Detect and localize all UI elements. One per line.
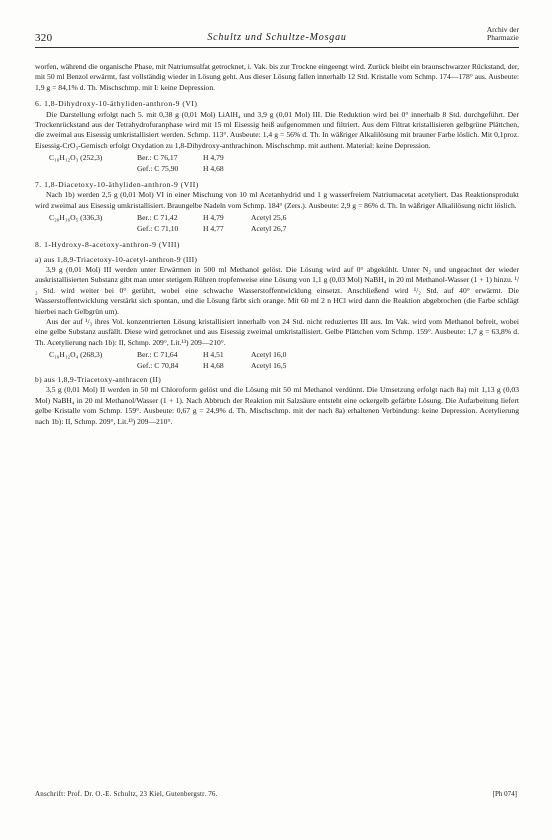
found-carbon: Gef.: C 71,10 — [137, 223, 179, 233]
page-number: 320 — [35, 32, 53, 44]
subsection-heading-8a: a) aus 1,8,9-Triacetoxy-10-acetyl-anthron-9 (III) — [35, 254, 198, 264]
paragraph-section-6: Die Darstellung erfolgt nach 5. mit 0,38 g (0,01 Mol) LiAlH₄ und 3,9 g (0,01 Mol) III. Die Reduktion wird bei 0° innerhalb 8 Std. durchgeführt. Der Trockenrückstand aus der Tetrahydrofuranphase wird mit 15 ml Eisessig heiß aufgenommen und filtriert. Aus dem Filtrat kristallisieren gelbgrüne Plättchen, die zweimal aus Eisessig umkristallisiert werden. Schmp. 113°. Ausbeute: 1,4 g = 56% d. Th. In wäßriger Alkalilösung mit brauner Farbe löslich. Mit 0,1proz. Eisessig-CrO₃-Gemisch erfolgt Oxydation zu 1,8-Dihydroxy-anthrachinon. Mischschmp. mit authent. Material: keine Depression. — [35, 109, 519, 150]
author-address: Anschrift: Prof. Dr. O.-E. Schultz, 23 Kiel, Gutenbergstr. 76. — [35, 790, 218, 798]
paragraph-continuation: worfen, während die organische Phase, mit Natriumsulfat getrocknet, i. Vak. bis zur Trockne eingeengt wird. Zurück bleibt ein braunschwarzer Rückstand, der, mit 50 ml Benzol erwärmt, fast vollständig wieder in Lösung geht. Aus dieser Lösung fallen innerhalb 12 Std. Kristalle vom Schmp. 174—178° aus. Ausbeute: 1,9 g = 84,1% d. Th. Mischschmp. mit I: keine Depression. — [35, 62, 519, 92]
elemental-analysis-viii — [49, 350, 321, 371]
found-hydrogen: H 4,77 — [203, 223, 224, 233]
molecular-formula: C₁₆H₁₂O₃ (252,3) — [49, 153, 103, 163]
section-heading-7: 7. 1,8-Diacetoxy-10-äthyliden-anthron-9 (VII) — [35, 180, 199, 190]
analysis-row-calculated — [49, 213, 321, 223]
section-heading-6: 6. 1,8-Dihydroxy-10-äthyliden-anthron-9 (VI) — [35, 99, 198, 109]
calc-acetyl: Acetyl 25,6 — [251, 213, 287, 223]
journal-name — [487, 26, 519, 42]
page-header — [35, 22, 519, 50]
found-hydrogen: H 4,68 — [203, 163, 224, 173]
paragraph-section-8a: 3,9 g (0,01 Mol) III werden unter Erwärmen in 500 ml Methanol gelöst. Die Lösung wird auf 0° abgekühlt. Unter N₂ und ungeachtet der wieder auskristallisierten Substanz gibt man unter stetigem Rühren tropfenweise eine Lösung von 1,1 g (0,03 Mol) NaBH₄ in 20 ml Methanol-Wasser (1 + 1) hinzu. ¹/₂ Std. wird weiter bei 0° gerührt, wobei eine schwache Wasserstoffentwicklung einsetzt. Anschließend wird ¹/₂ Std. auf 40° erwärmt. Die Wasserstoffentwicklung verstärkt sich spontan, und die Lösung färbt sich orange. Mit 60 ml 2 n HCl wird dann die Reaktion abgebrochen (die Farbe schlägt hierbei nach Gelbgrün um). — [35, 264, 519, 316]
calc-hydrogen: H 4,51 — [203, 350, 224, 360]
analysis-row-calculated — [49, 350, 321, 360]
molecular-formula: C₁₆H₁₂O₄ (268,3) — [49, 350, 103, 360]
analysis-row-found — [49, 361, 321, 371]
section-heading-8: 8. 1-Hydroxy-8-acetoxy-anthron-9 (VIII) — [35, 240, 180, 250]
calc-acetyl — [251, 153, 321, 163]
manuscript-code: [Ph 074] — [492, 790, 517, 798]
found-carbon: Gef.: C 75,90 — [137, 163, 179, 173]
paragraph-section-7: Nach 1b) werden 2,5 g (0,01 Mol) VI in einer Mischung von 10 ml Acetanhydrid und 1 g wasserfreiem Natriumacetat acetyliert. Das Reaktionsprodukt wird zweimal aus Eisessig umkristallisiert. Braungelbe Nadeln vom Schmp. 184° (Zers.). Ausbeute: 2,9 g = 86% d. Th. In wäßriger Alkalilösung nicht löslich. — [35, 190, 519, 210]
analysis-row-calculated — [49, 153, 321, 163]
journal-name-line1: Archiv der — [486, 25, 519, 34]
found-acetyl: Acetyl 26,7 — [251, 223, 287, 233]
elemental-analysis-vii — [49, 213, 321, 234]
molecular-formula: C₂₀H₁₆O₅ (336,3) — [49, 213, 103, 223]
subsection-heading-8b: b) aus 1,8,9-Triacetoxy-anthracen (II) — [35, 374, 162, 384]
calc-carbon: Ber.: C 71,42 — [137, 213, 178, 223]
calc-carbon: Ber.: C 76,17 — [137, 153, 178, 163]
header-rule — [35, 47, 519, 48]
calc-hydrogen: H 4,79 — [203, 153, 224, 163]
elemental-analysis-vi — [49, 153, 321, 174]
paragraph-section-8a-workup: Aus der auf ¹/₃ ihres Vol. konzentrierten Lösung kristallisiert innerhalb von 24 Std. nicht reduziertes III aus. Im Vak. wird vom Methanol befreit, wobei eine gelbe Substanz ausfällt. Diese wird getrocknet und aus Eisessig zweimal umkristallisiert. Gelbe Plättchen vom Schmp. 159°. Ausbeute: 1,7 g = 63,8% d. Th. Acetylierung nach 1b): II, Schmp. 209°, Lit.¹³) 209—210°. — [35, 316, 519, 347]
found-carbon: Gef.: C 70,84 — [137, 360, 179, 370]
found-hydrogen: H 4,68 — [203, 360, 224, 370]
found-acetyl — [251, 164, 321, 174]
calc-carbon: Ber.: C 71,64 — [137, 350, 178, 360]
calc-hydrogen: H 4,79 — [203, 213, 224, 223]
paragraph-section-8b: 3,5 g (0,01 Mol) II werden in 50 ml Chloroform gelöst und die Lösung mit 50 ml Methanol verdünnt. Die Umsetzung erfolgt nach 8a) mit 1,13 g (0,03 Mol) NaBH₄ in 20 ml Methanol/Wasser (1 + 1). Nach Abbruch der Reaktion mit Salzsäure entsteht eine ockergelb gefärbte Lösung. Die Aufarbeitung liefert gelbe Kristalle vom Schmp. 159°. Ausbeute: 0,67 g = 24,9% d. Th. Mischschmp. mit der nach 8a) erhaltenen Verbindung: keine Depression. Acetylierung nach 1b): II, Schmp. 209°, Lit.¹³) 209—210°. — [35, 385, 519, 426]
analysis-row-found — [49, 164, 321, 174]
article-body — [35, 62, 519, 427]
found-acetyl: Acetyl 16,5 — [251, 360, 287, 370]
running-title: Schultz und Schultze-Mosgau — [207, 32, 347, 43]
analysis-row-found — [49, 224, 321, 234]
journal-name-line2: Pharmazie — [487, 33, 519, 42]
journal-page — [35, 22, 519, 426]
calc-acetyl: Acetyl 16,0 — [251, 350, 287, 360]
